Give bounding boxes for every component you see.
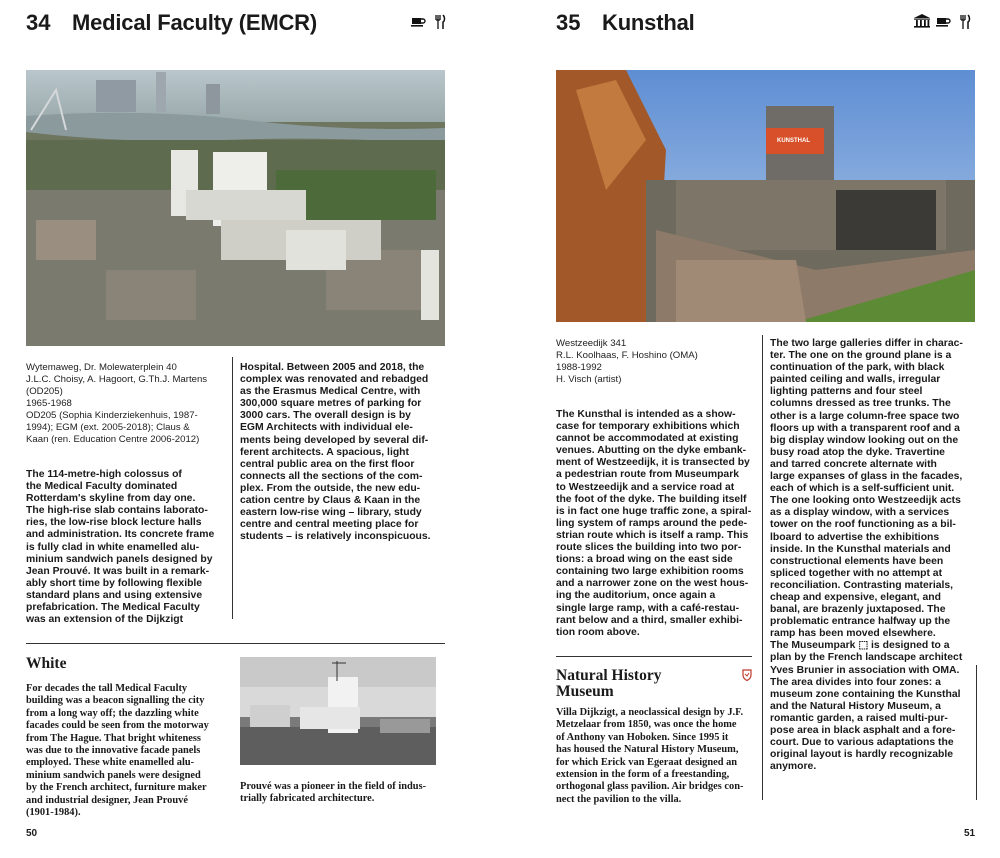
right-header [556,10,695,40]
text-line: painted ceiling and walls, irregular [770,374,941,386]
body-column-2 [240,362,450,543]
text-line: from a long way off; the dazzling white [26,707,199,719]
text-line: Prouvé was a pioneer in the field of indus- [240,781,427,792]
text-line: The high-rise slab contains laborato- [26,505,208,517]
info-line: J.L.C. Choisy, A. Hagoort, G.Th.J. Martens [26,374,208,385]
text-line: is in fact one huge traffic zone, a spiral- [556,505,752,517]
text-line: ments being developed by several dif- [240,434,429,446]
info-line: (OD205) [26,386,63,397]
text-line: and the Natural History Museum, a [770,700,941,712]
text-line: by the French architect, furniture maker [26,782,207,794]
text-line: minium sandwich panels were designed [26,769,201,781]
text-line: and administration. Its concrete frame [26,529,215,541]
text-line: The 114-metre-high colossus of [26,469,182,480]
text-line: reconciliation. Contrasting materials, [770,579,954,591]
text-line: standard plans and using extensive [26,589,203,601]
section-divider [26,643,445,644]
text-line: Rotterdam's skyline from day one. [26,493,196,505]
box-text [26,683,236,819]
info-line: R.L. Koolhaas, F. Hoshino (OMA) [556,350,698,361]
restaurant-icon [432,14,448,30]
text-line: a pedestrian route from Museumpark [556,469,740,481]
column-edge-rule [976,665,977,800]
text-line: The two large galleries differ in charac- [770,338,963,349]
text-line: as the Erasmus Medical Centre, with [240,386,421,398]
text-line: was an extension of the Dijkzigt [26,614,184,626]
text-line: prefabrication. The Medical Faculty [26,602,200,614]
text-line: For decades the tall Medical Faculty [26,683,188,694]
building-info [26,362,231,446]
right-icons [913,14,973,30]
text-line: other is a large column-free space two [770,410,960,422]
text-line: Yves Brunier in association with OMA. [770,664,960,676]
text-line: case for temporary exhibitions which [556,421,740,433]
text-line: banal, are brazenly juxtaposed. The [770,604,946,616]
section-divider [556,656,752,657]
text-line: inside. In the Kunsthal materials and [770,543,951,555]
photo-caption [240,781,450,806]
text-line: The area divides into four zones: a [770,676,941,688]
text-line: Villa Dijkzigt, a neoclassical design by J.F. [556,707,744,718]
page-number: 50 [26,828,38,839]
text-line: ing the auditorium, once again a [556,590,716,602]
text-line: students – is relatively inconspicuous. [240,531,431,543]
text-line: tion room above. [556,626,640,638]
info-line: Kaan (ren. Education Centre 2006-2012) [26,434,200,445]
text-line: museum zone containing the Kunsthal [770,688,961,700]
historic-photo [240,657,436,765]
text-line: employed. These white enamelled alu- [26,757,195,769]
billboard-text: KUNSTHAL [777,138,810,144]
right-page [510,0,1000,858]
text-line: containing two large exhibition rooms [556,566,744,578]
info-line: Westzeedijk 341 [556,338,627,349]
text-line: EGM Architects with individual ele- [240,422,413,434]
text-line: problematic entrance halfway up the [770,616,951,628]
left-header [26,10,317,40]
text-line: as a display window, with a services [770,507,950,519]
left-icons [410,14,448,30]
text-line: has housed the Natural History Museum, [556,744,739,756]
text-line: cannot be accommodated at existing [556,433,739,445]
text-line: busy road atop the dyke. Travertine [770,446,945,458]
text-line: ably short time by following flexible [26,577,203,589]
text-line: cheap and expensive, elegant, and [770,591,941,603]
text-line: columns dressed as tree trunks. The [770,398,951,410]
text-line: floors up with a transparent roof and a [770,422,960,434]
info-line: 1994); EGM (ext. 2005-2018); Claus & [26,422,190,433]
body-column-1 [556,409,761,639]
text-line: building was a beacon signalling the city [26,695,205,707]
text-line: ment of Westzeedijk, it is transected by [556,457,750,469]
text-line: minium sandwich panels designed by [26,553,213,565]
entry-number: 34 [26,10,51,35]
text-line: court. Due to various adaptations the [770,737,954,749]
text-line: continuation of the park, with black [770,362,945,374]
entry-number: 35 [556,10,581,35]
text-line: ferent architects. A spacious, light [240,446,409,458]
column-divider [232,357,233,619]
text-line: and a narrower zone on the west hous- [556,578,749,590]
text-line: single large ramp, with a café-restau- [556,602,740,614]
text-line: connects all the sections of the com- [240,470,423,482]
text-line: central public area on the first floor [240,458,415,470]
text-line: Metzelaar from 1850, was once the home [556,719,737,731]
kunsthal-photo [556,70,975,322]
box-text [556,707,761,806]
box-title: White [26,655,67,672]
text-line: The Museumpark ⬚ is designed to a [770,640,950,652]
museum-icon [913,14,929,30]
text-line: lboard to advertise the exhibitions [770,531,940,543]
text-line: and industrial designer, Jean Prouvé [26,794,188,806]
text-line: big display window looking out on the [770,434,959,446]
text-line: 3000 cars. The overall design is by [240,410,411,422]
text-line: large expanses of glass in the facades, [770,471,963,483]
column-divider [762,335,763,800]
text-line: centre and central meeting place for [240,519,419,531]
text-line: each of which is a self-sufficient unit. [770,483,955,495]
text-line: 300,000 square metres of parking for [240,398,422,410]
text-line: route slices the building into two por- [556,542,742,554]
info-line: Wytemaweg, Dr. Molewaterplein 40 [26,362,177,373]
text-line: original layout is hardly recognizable [770,749,954,761]
text-line: romantic garden, a raised multi-pur- [770,712,948,724]
text-line: rant below and a third, smaller exhibi- [556,614,743,626]
aerial-photo [26,70,445,346]
text-line: from The Hague. That bright whiteness [26,732,201,744]
text-line: facades could be seen from the motorway [26,720,209,732]
text-line: complex was renovated and rebadged [240,374,429,386]
left-page [0,0,490,858]
text-line: Hospital. Between 2005 and 2018, the [240,362,425,373]
text-line: ries, the low-rise block lecture halls [26,517,202,529]
building-info [556,338,761,386]
text-line: was due to the innovative facade panels [26,745,201,757]
info-line: 1965-1968 [26,398,72,409]
text-line: trially fabricated architecture. [240,793,375,805]
text-line: is fully clad in white enamelled alu- [26,541,200,553]
cafe-icon [410,14,426,30]
text-line: cation centre by Claus & Kaan in the [240,495,421,507]
text-line: tions: a broad wing on the east side [556,554,733,566]
text-line: pose area in black asphalt and a fore- [770,725,956,736]
text-line: eastern low-rise wing – library, study [240,507,422,519]
title-line: Natural History [556,667,662,684]
body-column-2 [770,338,982,773]
text-line: and tarred concrete alternate with [770,458,937,470]
text-line: The Kunsthal is intended as a show- [556,409,736,420]
text-line: the Medical Faculty dominated [26,481,178,493]
box-title [556,668,736,700]
text-line: ling system of ramps around the pede- [556,517,748,529]
text-line: for which Erick van Egeraat designed an [556,756,738,768]
text-line: tower on the roof functioning as a bil- [770,519,956,531]
text-line: to Westzeedijk and a service road at [556,481,735,493]
text-line: (1901-1984). [26,807,81,819]
text-line: The one looking onto Westzeedijk acts [770,495,961,507]
text-line: anymore. [770,761,817,773]
cafe-icon [935,14,951,30]
page-number: 51 [964,828,976,839]
body-column-1 [26,469,231,626]
text-line: ter. The one on the ground plane is a [770,350,952,362]
text-line: plan by the French landscape architect [770,652,963,664]
text-line: venues. Abutting on the dyke embank- [556,445,747,457]
text-line: spliced together with no attempt at [770,567,943,579]
text-line: nect the pavilion to the villa. [556,793,682,805]
shield-icon [742,668,752,686]
info-line: H. Visch (artist) [556,374,622,385]
text-line: the foot of the dyke. The building itself [556,493,747,505]
text-line: of Anthony van Hoboken. Since 1995 it [556,731,729,743]
text-line: plex. From the outside, the new edu- [240,482,421,494]
restaurant-icon [957,14,973,30]
entry-title: Kunsthal [602,10,695,35]
text-line: Jean Prouvé. It was built in a remark- [26,565,210,577]
text-line: strian route which is itself a ramp. This [556,529,749,541]
text-line: extension in the form of a freestanding, [556,769,730,781]
title-line: Museum [556,683,614,700]
text-line: orthogonal glass pavilion. Air bridges con- [556,781,744,793]
text-line: lighting patterns and four steel [770,386,923,398]
info-line: 1988-1992 [556,362,602,373]
text-line: constructional elements have been [770,555,944,567]
text-line: ramp has been moved elsewhere. [770,628,936,640]
entry-title: Medical Faculty (EMCR) [72,10,317,35]
info-line: OD205 (Sophia Kinderziekenhuis, 1987- [26,410,198,421]
